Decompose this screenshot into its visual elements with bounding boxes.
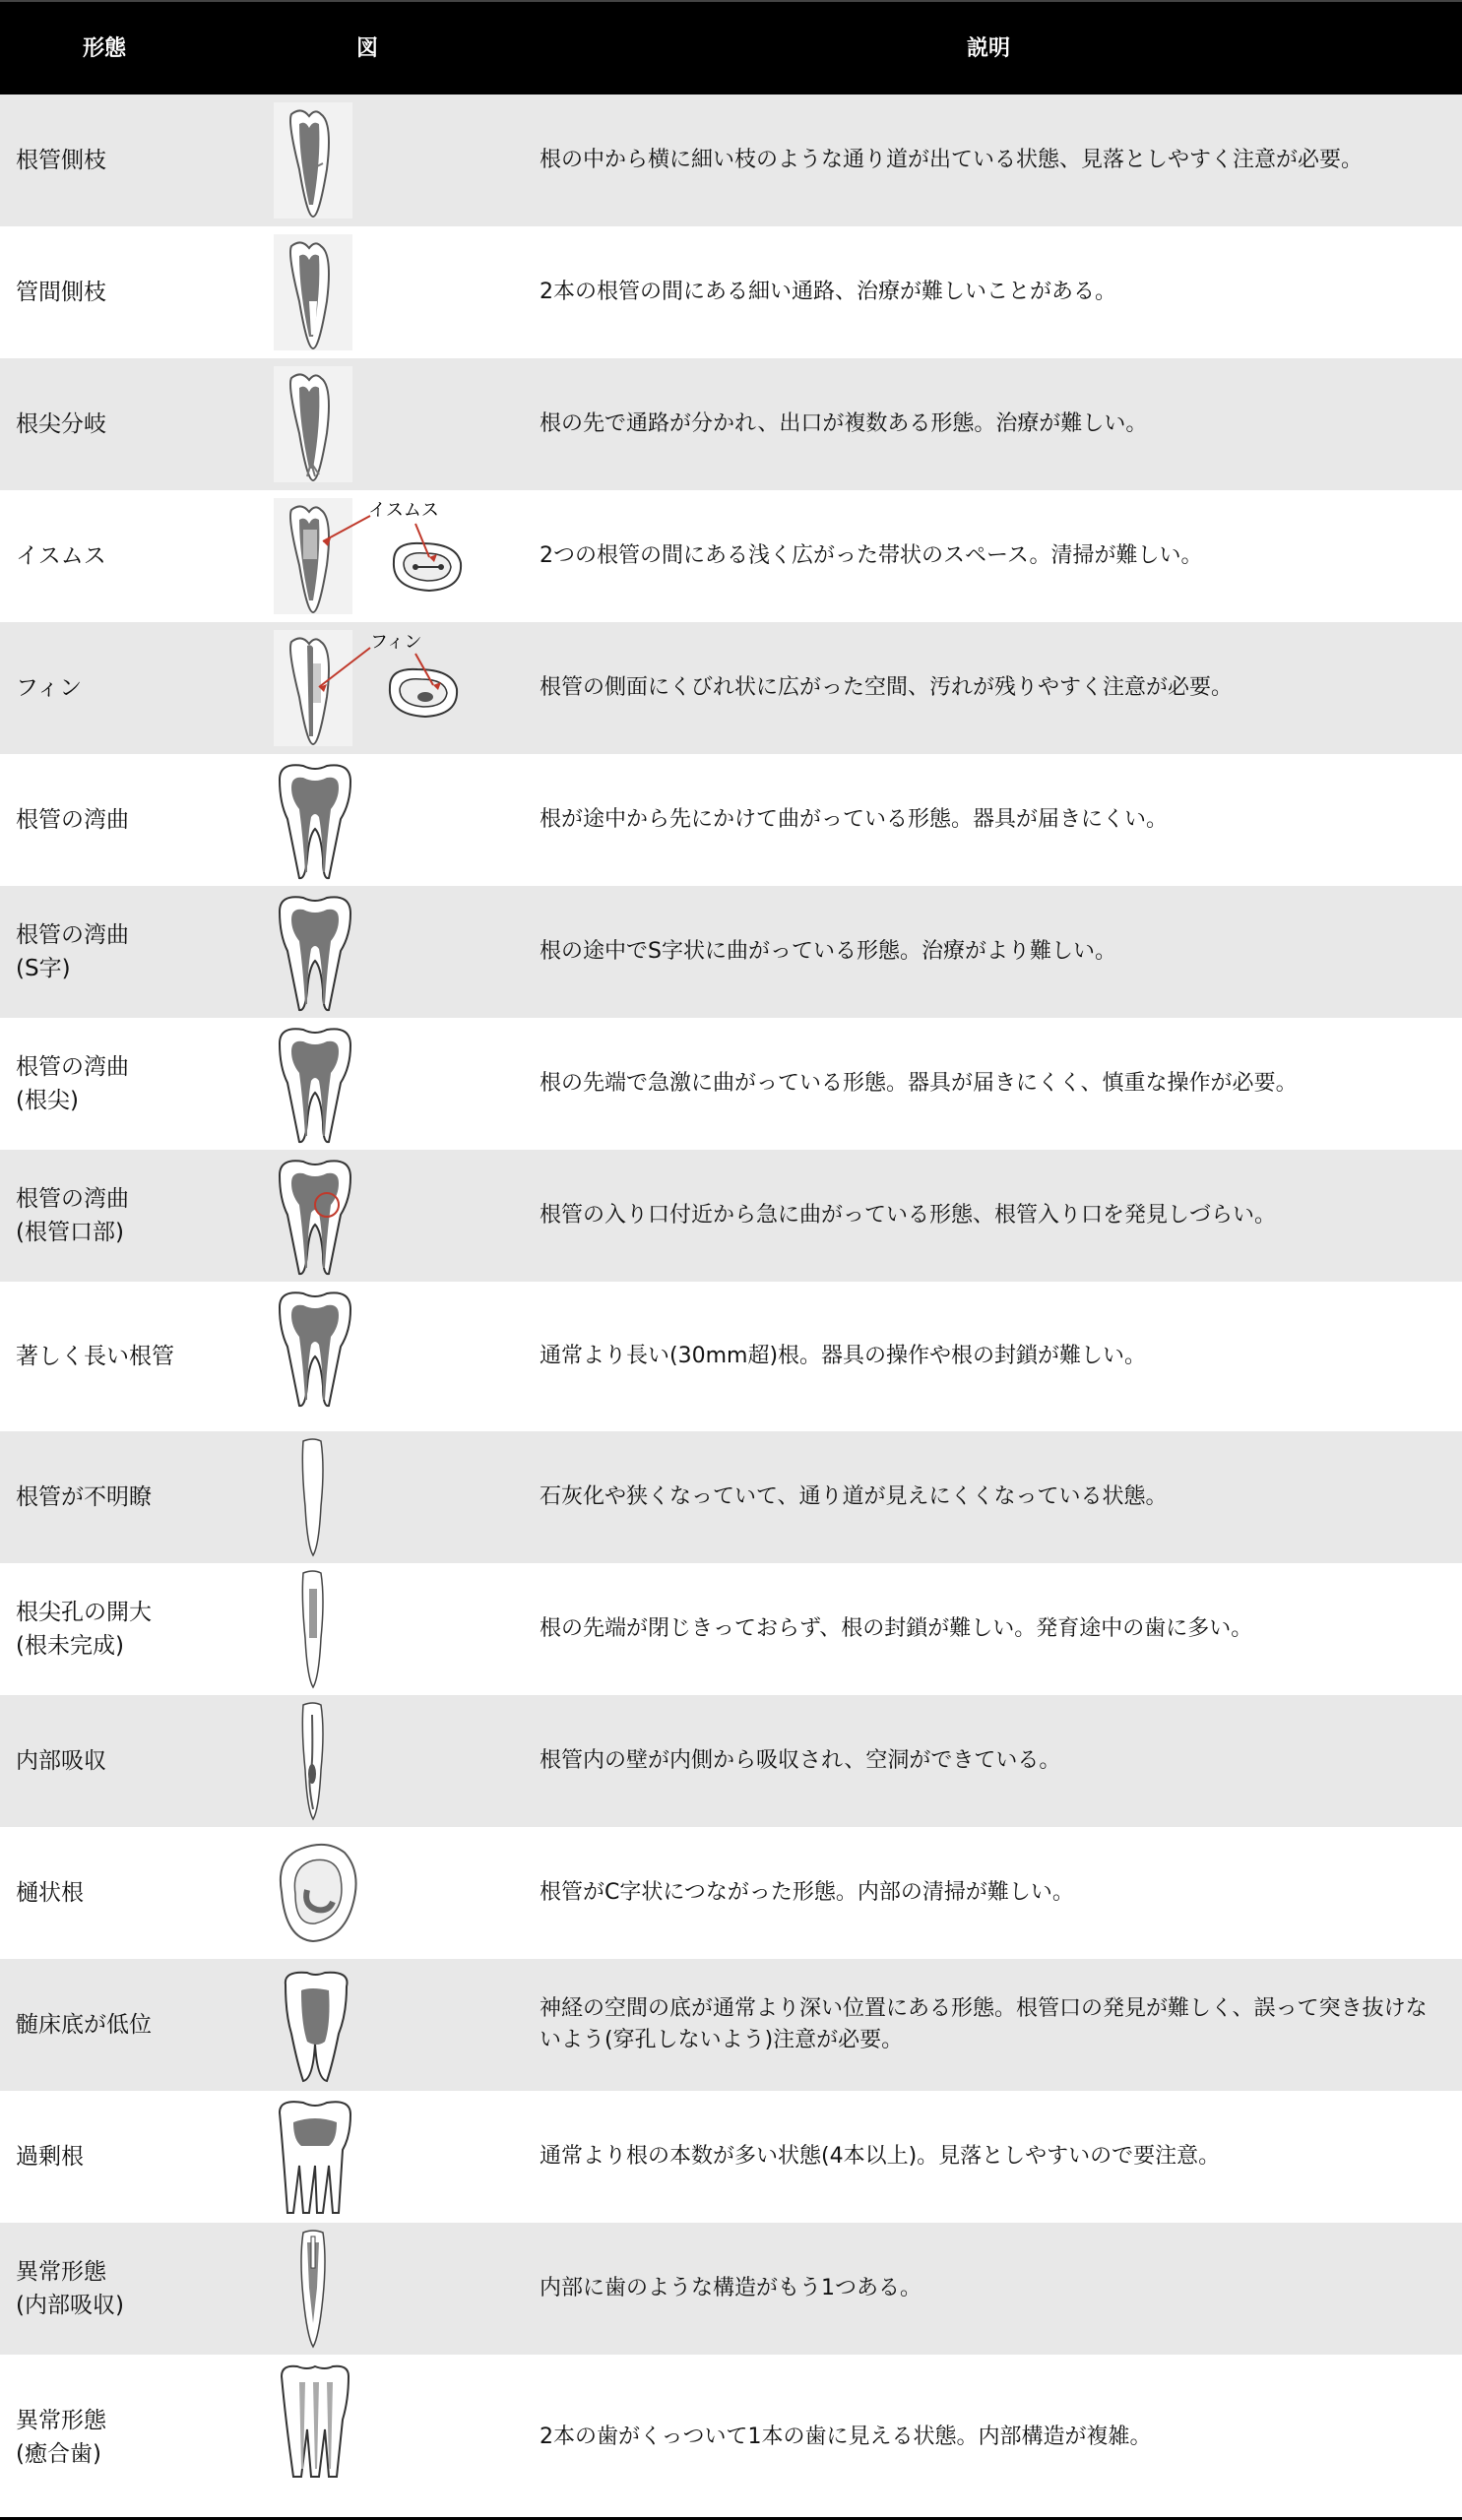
fused-tooth-icon <box>268 2361 494 2481</box>
low-pulp-floor-tooth-icon <box>268 1965 494 2085</box>
apical-delta-tooth-icon <box>268 364 494 484</box>
row-form-name: 樋状根 <box>16 1880 84 1906</box>
row-description: 内部に歯のような構造がもう1つある。 <box>540 2276 922 2300</box>
table-row <box>0 1563 1462 1695</box>
table-row <box>0 1018 1462 1150</box>
table-row <box>0 1150 1462 1282</box>
row-form-name: 著しく長い根管 <box>16 1344 174 1369</box>
table-row <box>0 226 1462 358</box>
table-row <box>0 358 1462 490</box>
row-form-name: 根管の湾曲 <box>16 807 129 833</box>
row-form-name: 根管の湾曲 (根尖) <box>16 1054 129 1113</box>
table-row <box>0 1959 1462 2091</box>
row-form-name: 根尖孔の開大 (根未完成) <box>16 1600 152 1659</box>
internal-resorption-tooth-icon <box>268 1701 494 1821</box>
table-row <box>0 1431 1462 1563</box>
row-description: 根管の側面にくびれ状に広がった空間、汚れが残りやすく注意が必要。 <box>540 675 1234 700</box>
table-row <box>0 2355 1462 2520</box>
row-description: 石灰化や狭くなっていて、通り道が見えにくくなっている状態。 <box>540 1484 1168 1509</box>
header-form: 形態 <box>83 36 127 61</box>
row-description: 根管の入り口付近から急に曲がっている形態、根管入り口を発見しづらい。 <box>540 1203 1277 1228</box>
row-description: 通常より根の本数が多い状態(4本以上)。見落としやすいので要注意。 <box>540 2144 1221 2169</box>
table-row <box>0 94 1462 226</box>
table-header <box>0 0 1462 94</box>
fin-tooth-icon <box>268 628 494 748</box>
table-row <box>0 1695 1462 1827</box>
row-description: 2本の根管の間にある細い通路、治療が難しいことがある。 <box>540 280 1116 304</box>
apical-curve-molar-icon <box>268 1024 494 1144</box>
row-form-name: フィン <box>16 675 83 701</box>
row-description: 通常より長い(30mm超)根。器具の操作や根の封鎖が難しい。 <box>540 1344 1147 1368</box>
row-description: 根の中から横に細い枝のような通り道が出ている状態、見落としやすく注意が必要。 <box>540 148 1364 172</box>
table-row <box>0 1282 1462 1431</box>
table-row <box>0 1827 1462 1959</box>
row-form-name: 根管の湾曲 (S字) <box>16 922 129 981</box>
header-figure: 図 <box>356 36 379 61</box>
row-form-name: 管間側枝 <box>16 280 106 305</box>
row-form-name: 内部吸収 <box>16 1748 106 1774</box>
row-description: 2本の歯がくっついて1本の歯に見える状態。内部構造が複雑。 <box>540 2425 1152 2449</box>
table-row <box>0 754 1462 886</box>
table-row <box>0 490 1462 622</box>
figure-callout-label: フィン <box>370 632 422 653</box>
row-form-name: 過剰根 <box>16 2144 84 2170</box>
extra-roots-molar-icon <box>268 2097 494 2217</box>
intercanal-branch-tooth-icon <box>268 232 494 352</box>
table-row <box>0 2223 1462 2355</box>
lateral-canal-tooth-icon <box>268 100 494 220</box>
curved-root-molar-icon <box>268 760 494 880</box>
row-form-name: 髄床底が低位 <box>16 2012 152 2038</box>
row-description: 神経の空間の底が通常より深い位置にある形態。根管口の発見が難しく、誤って突き抜けないよう(穿孔しないよう)注意が必要。 <box>540 1996 1428 2052</box>
row-description: 根の途中でS字状に曲がっている形態。治療がより難しい。 <box>540 939 1116 964</box>
row-form-name: 根管側枝 <box>16 148 106 173</box>
row-form-name: イスムス <box>16 543 106 569</box>
s-curve-root-molar-icon <box>268 892 494 1012</box>
long-canal-molar-icon <box>268 1288 494 1408</box>
row-description: 2つの根管の間にある浅く広がった帯状のスペース。清掃が難しい。 <box>540 543 1203 568</box>
row-form-name: 根管が不明瞭 <box>16 1484 152 1510</box>
c-shaped-root-icon <box>268 1833 494 1953</box>
row-description: 根管内の壁が内側から吸収され、空洞ができている。 <box>540 1748 1061 1773</box>
header-description: 説明 <box>967 36 1011 61</box>
row-description: 根の先端で急激に曲がっている形態。器具が届きにくく、慎重な操作が必要。 <box>540 1071 1298 1096</box>
row-description: 根の先で通路が分かれ、出口が複数ある形態。治療が難しい。 <box>540 411 1148 436</box>
row-form-name: 根尖分岐 <box>16 411 106 437</box>
orifice-curve-molar-icon <box>268 1156 494 1276</box>
calcified-canal-tooth-icon <box>268 1437 494 1557</box>
row-description: 根が途中から先にかけて曲がっている形態。器具が届きにくい。 <box>540 807 1169 832</box>
row-description: 根の先端が閉じきっておらず、根の封鎖が難しい。発育途中の歯に多い。 <box>540 1616 1253 1641</box>
table-row <box>0 622 1462 754</box>
figure-callout-label: イスムス <box>368 500 439 521</box>
open-apex-tooth-icon <box>268 1569 494 1689</box>
table-row <box>0 886 1462 1018</box>
row-form-name: 根管の湾曲 (根管口部) <box>16 1186 129 1245</box>
row-description: 根管がC字状につながった形態。内部の清掃が難しい。 <box>540 1880 1074 1905</box>
row-form-name: 異常形態 (内部吸収) <box>16 2259 124 2318</box>
row-form-name: 異常形態 (癒合歯) <box>16 2408 106 2467</box>
dens-invaginatus-tooth-icon <box>268 2229 494 2349</box>
table-row <box>0 2091 1462 2223</box>
isthmus-tooth-icon <box>268 496 494 616</box>
